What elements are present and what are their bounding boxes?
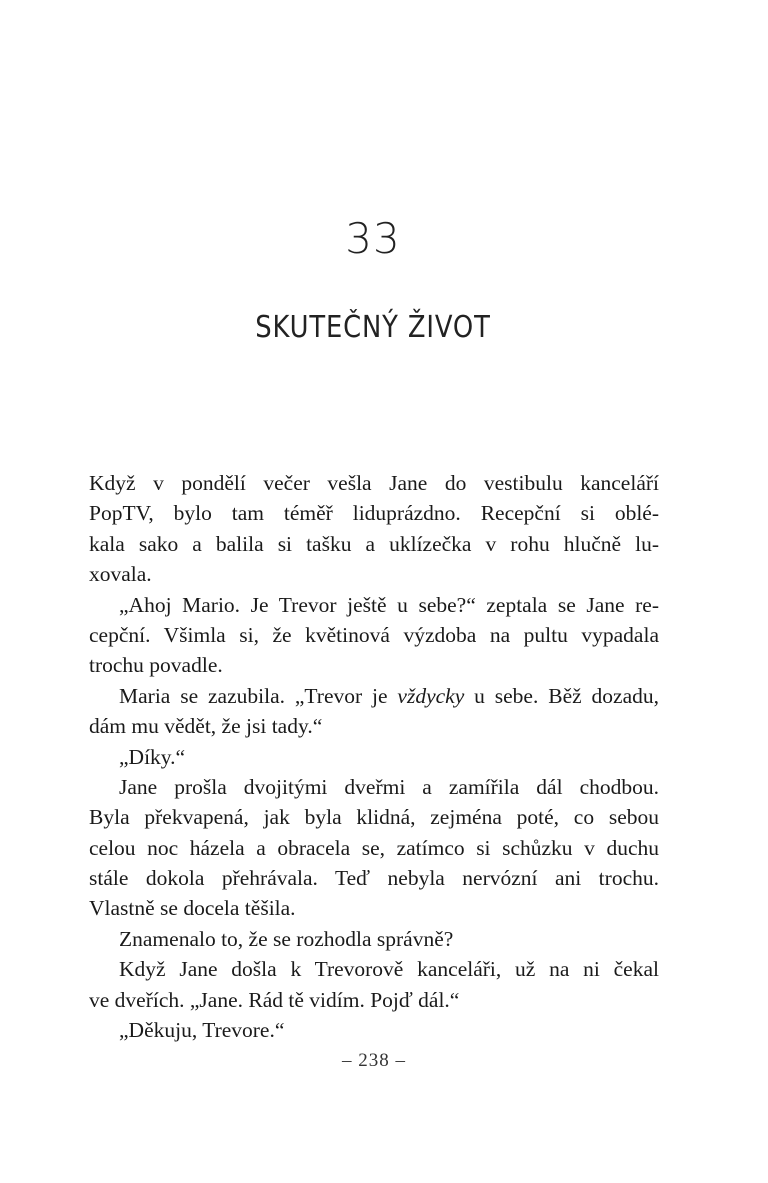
text-line: Jane prošla dvojitými dveřmi a zamířila dál chodbou. (119, 774, 659, 799)
text-line: Když Jane došla k Trevorově kanceláři, už na ni čekal (119, 957, 659, 982)
text-line-with-emphasis (89, 681, 659, 711)
text-run: u sebe. Běž dozadu, (464, 683, 659, 708)
text-line: „Děkuju, Trevore.“ (119, 1018, 285, 1043)
text-line: trochu povadle. (89, 653, 223, 678)
text-line: kala sako a balila si tašku a uklízečka v rohu hlučně lu- (89, 531, 659, 556)
text-line: dám mu vědět, že jsi tady.“ (89, 714, 323, 739)
text-line: „Díky.“ (119, 744, 186, 769)
text-line: xovala. (89, 562, 152, 587)
text-line: „Ahoj Mario. Je Trevor ještě u sebe?“ zeptala se Jane re- (119, 592, 659, 617)
text-line: Vlastně se docela těšila. (89, 896, 296, 921)
text-line: PopTV, bylo tam téměř liduprázdno. Recepční si oblé- (89, 501, 659, 526)
text-line: Byla překvapená, jak byla klidná, zejména poté, co sebou (89, 805, 659, 830)
text-line: cepční. Všimla si, že květinová výzdoba na pultu vypadala (89, 622, 659, 647)
text-line: celou noc házela a obracela se, zatímco si schůzku v duchu (89, 835, 659, 860)
chapter-title: SKUTEČNÝ ŽIVOT (255, 310, 491, 345)
text-line: ve dveřích. „Jane. Rád tě vidím. Pojď dál.“ (89, 987, 460, 1012)
body-text (89, 468, 659, 1045)
emphasized-word: vždycky (397, 683, 465, 708)
text-line: stále dokola přehrávala. Teď nebyla nervózní ani trochu. (89, 866, 659, 891)
text-line: Když v pondělí večer vešla Jane do vestibulu kanceláří (89, 471, 659, 495)
page-number: – 238 – (342, 1050, 406, 1071)
text-run: Maria se zazubila. „Trevor je (119, 683, 398, 708)
text-line: Znamenalo to, že se rozhodla správně? (119, 926, 454, 951)
chapter-number: 33 (345, 214, 401, 263)
